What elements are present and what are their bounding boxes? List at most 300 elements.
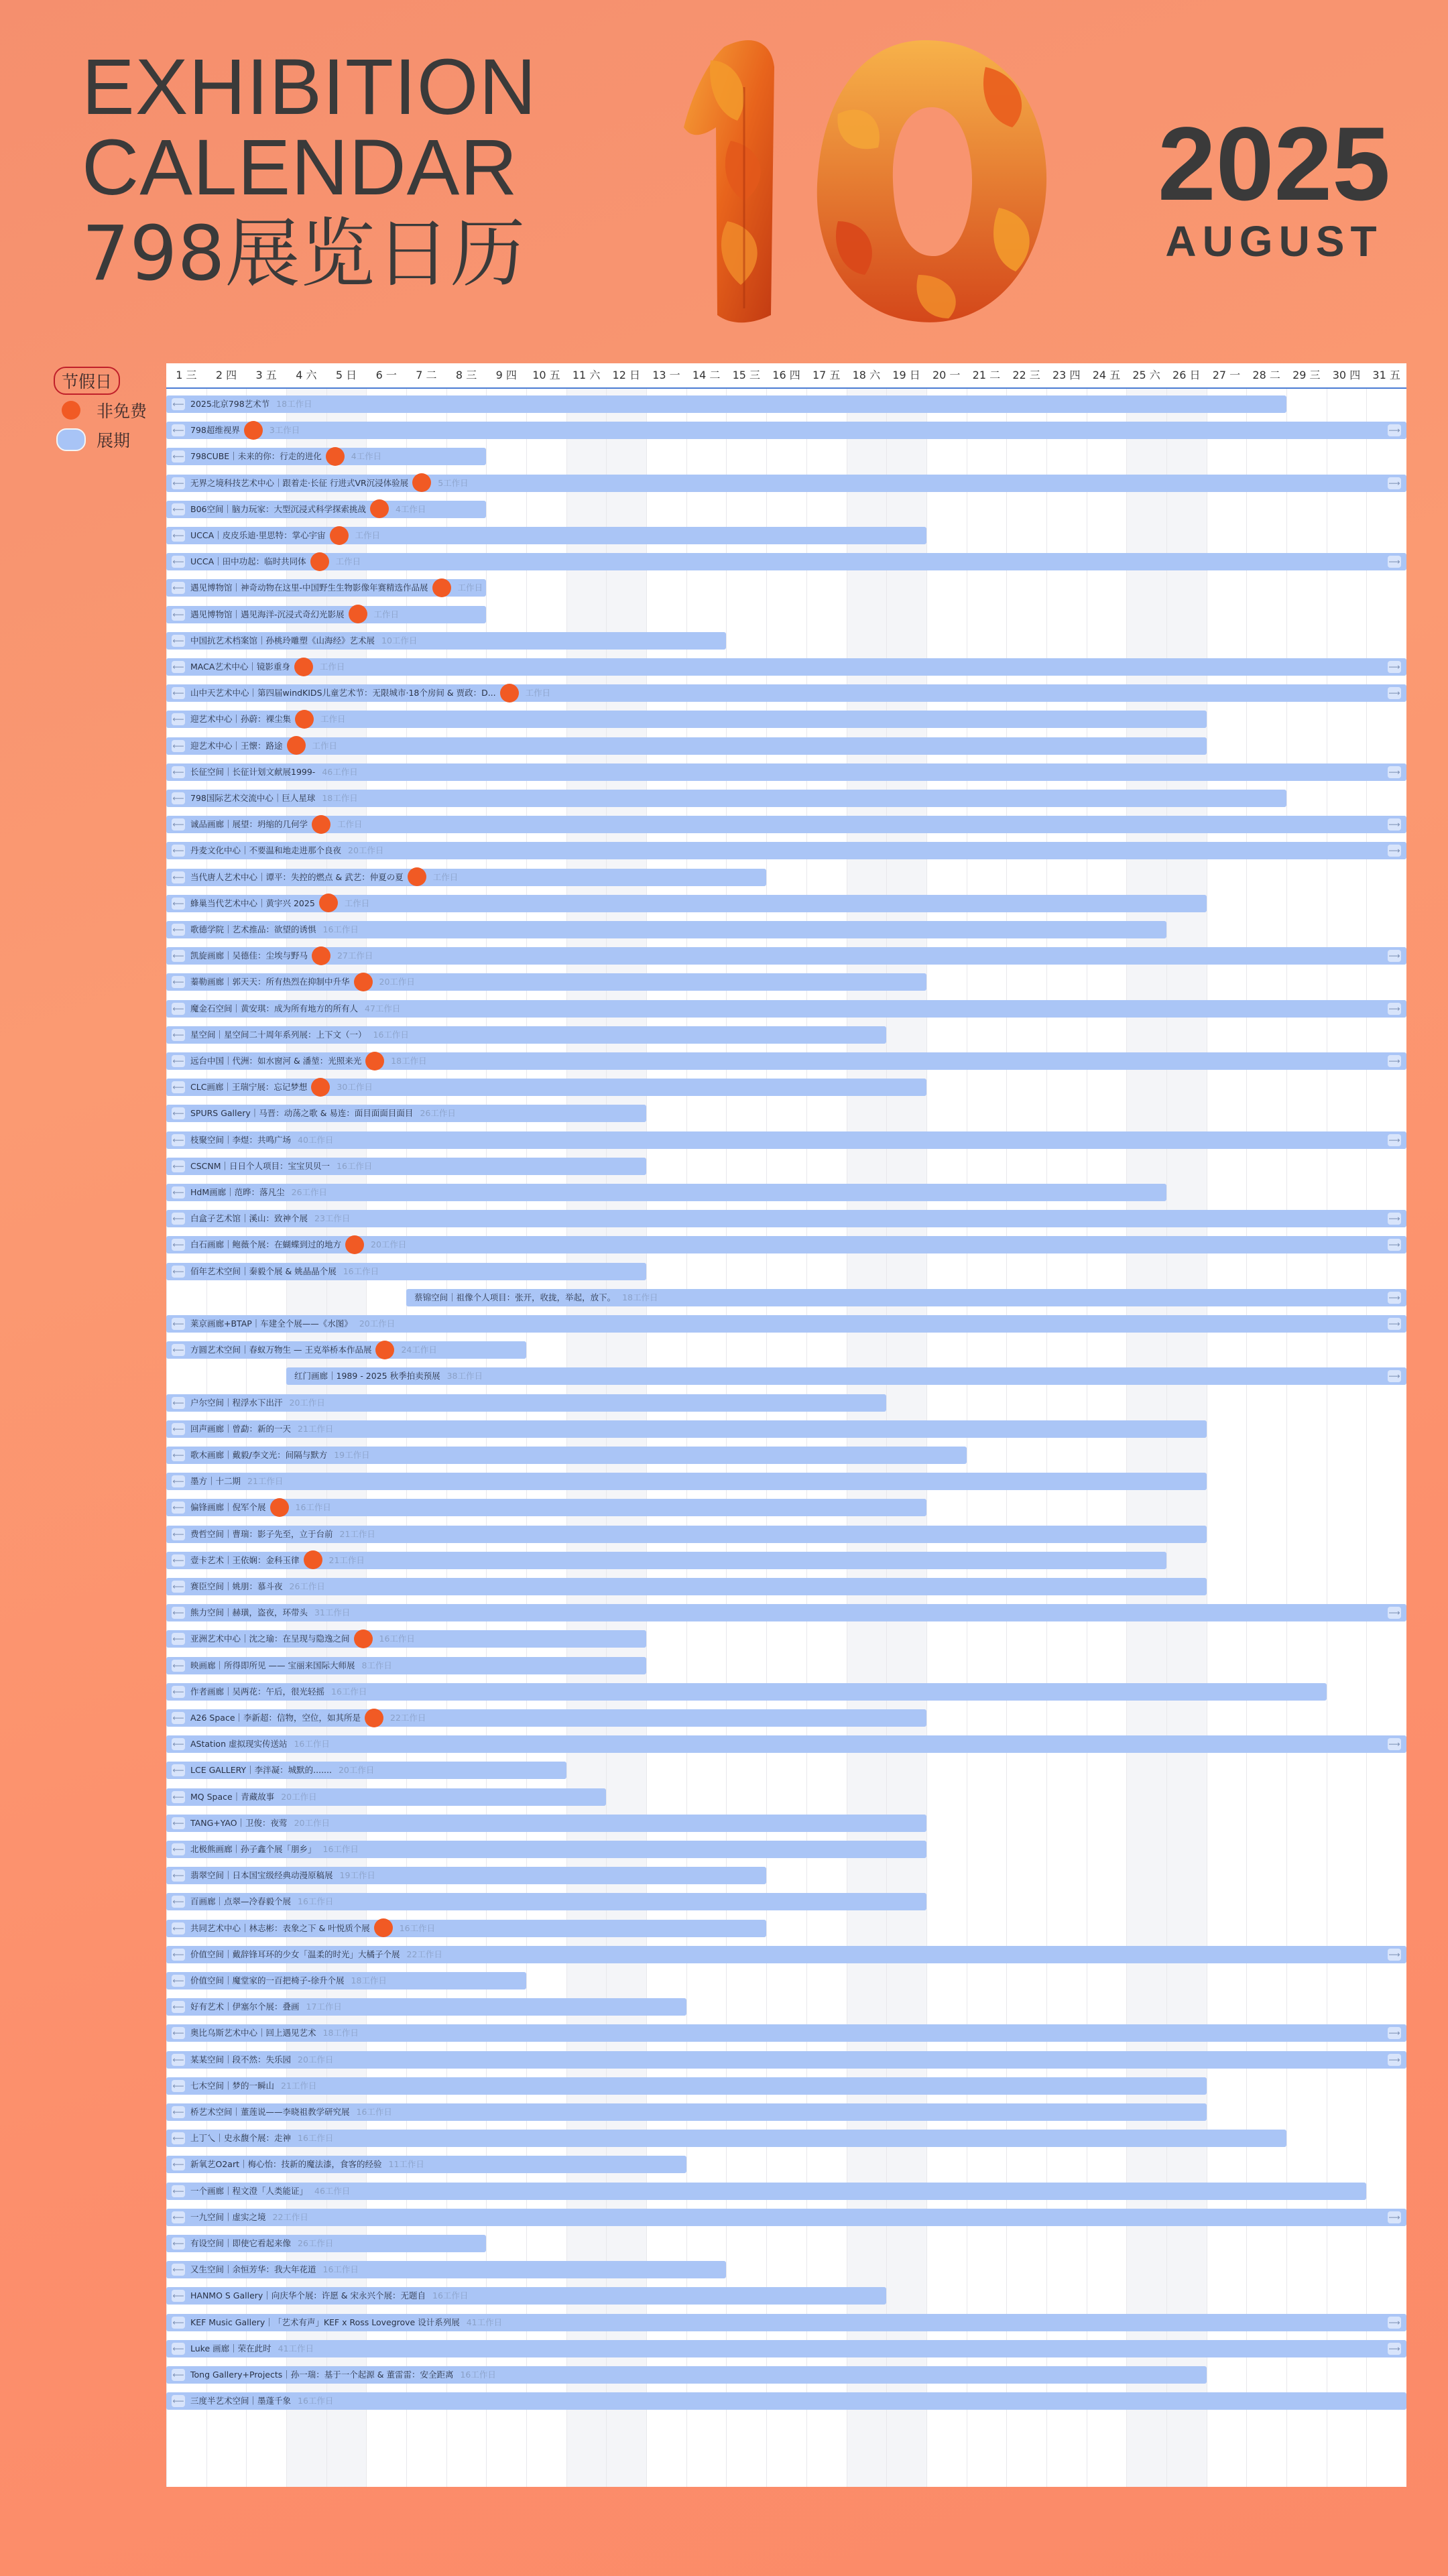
continues-left-icon: ⟵ (172, 635, 184, 646)
exhibition-name: 亚洲艺术中心｜沈之瑜：在呈现与隐逸之间 (190, 1634, 350, 1644)
exhibition-label (190, 422, 300, 439)
continues-left-icon: ⟵ (172, 1713, 184, 1723)
continues-right-icon: ⟶ (1388, 820, 1400, 830)
exhibition-label (190, 1131, 333, 1149)
exhibition-bar[interactable] (166, 2051, 1406, 2069)
exhibition-days: 40工作日 (298, 1134, 334, 1145)
exhibition-days: 16工作日 (294, 1739, 330, 1750)
exhibition-days: 47工作日 (365, 1003, 401, 1014)
exhibition-label (190, 711, 346, 728)
exhibition-days: 4工作日 (351, 451, 382, 462)
exhibition-days: 5工作日 (438, 477, 469, 488)
exhibition-days: 22工作日 (272, 2211, 308, 2222)
continues-left-icon: ⟵ (172, 1451, 184, 1460)
nonfree-dot-icon (374, 1918, 393, 1937)
exhibition-days: 19工作日 (339, 1870, 375, 1881)
exhibition-days: 21工作日 (281, 2080, 317, 2091)
exhibition-label (190, 1657, 392, 1674)
exhibition-name: CSCNM｜日日个人项目：宝宝贝贝一 (190, 1160, 330, 1171)
exhibition-days: 26工作日 (298, 2238, 334, 2248)
continues-left-icon: ⟵ (172, 531, 184, 540)
nonfree-dot-icon (365, 1052, 384, 1070)
continues-left-icon: ⟵ (172, 2160, 184, 2170)
exhibition-name: 凯旋画廊｜吴德佳：尘埃与野马 (190, 950, 308, 961)
exhibition-label (190, 2130, 333, 2147)
exhibition-name: 新氧艺O2art｜梅心怡：技新的魔法漆，食客的经验 (190, 2159, 382, 2170)
exhibition-name: 百画廊｜点翠—冷春毅个展 (190, 1896, 292, 1907)
exhibition-name: 红门画廊｜1989 - 2025 秋季拍卖预展 (294, 1371, 440, 1382)
continues-left-icon: ⟵ (172, 872, 184, 882)
exhibition-name: 桥艺术空间｜董莲说——李晓祖教学研究展 (190, 2107, 350, 2117)
exhibition-days: 16工作日 (343, 1266, 379, 1276)
nonfree-dot-icon (270, 1498, 289, 1517)
exhibition-label (190, 579, 483, 597)
nonfree-dot-icon (412, 473, 431, 492)
continues-left-icon: ⟵ (172, 2265, 184, 2275)
exhibition-days: 16工作日 (331, 1686, 367, 1697)
day-header: 19 日 (886, 363, 926, 389)
day-header: 24 五 (1087, 363, 1127, 389)
exhibition-label (190, 1184, 327, 1201)
continues-left-icon: ⟵ (172, 1634, 184, 1644)
continues-left-icon: ⟵ (172, 1923, 184, 1933)
exhibition-days: 20工作日 (379, 977, 415, 987)
exhibition-days: 20工作日 (298, 2054, 334, 2065)
continues-right-icon: ⟶ (1388, 1739, 1400, 1750)
exhibition-days: 46工作日 (314, 2185, 351, 2196)
continues-right-icon: ⟶ (1388, 1949, 1400, 1959)
exhibition-label (190, 1394, 325, 1412)
continues-left-icon: ⟵ (172, 688, 184, 698)
exhibition-bar[interactable] (166, 2077, 1207, 2095)
day-header: 13 一 (646, 363, 686, 389)
day-header: 7 二 (406, 363, 446, 389)
exhibition-label (190, 1236, 406, 1253)
exhibition-days: 21工作日 (339, 1528, 375, 1539)
day-header: 17 五 (806, 363, 847, 389)
continues-left-icon: ⟵ (172, 1555, 184, 1565)
exhibition-name: 无界之境科技艺术中心｜跟着走·长征 行进式VR沉浸体验展 (190, 477, 409, 488)
exhibition-label (190, 737, 337, 755)
day-header: 11 六 (566, 363, 607, 389)
nonfree-dot-icon (345, 1235, 364, 1254)
continues-right-icon: ⟶ (1388, 2212, 1400, 2222)
exhibition-name: 长征空间｜长征计划文献展1999- (190, 766, 316, 777)
exhibition-label (190, 1867, 375, 1884)
continues-right-icon: ⟶ (1388, 478, 1400, 488)
continues-left-icon: ⟵ (172, 1818, 184, 1828)
day-header: 9 四 (486, 363, 526, 389)
exhibition-days: 8工作日 (361, 1660, 392, 1670)
exhibition-name: 迎艺术中心｜孙蔚：裸尘集 (190, 714, 292, 725)
exhibition-bar[interactable] (166, 658, 1406, 676)
continues-right-icon: ⟶ (1388, 1003, 1400, 1014)
nonfree-label: 非免费 (97, 402, 147, 421)
continues-left-icon: ⟵ (172, 1976, 184, 1985)
exhibition-days: 17工作日 (306, 2002, 342, 2012)
exhibition-label (190, 1420, 333, 1438)
legend (54, 366, 147, 454)
continues-left-icon: ⟵ (172, 2081, 184, 2091)
exhibition-name: 魔金石空间｜黄安琪：成为所有地方的所有人 (190, 1003, 359, 1014)
day-header: 16 四 (766, 363, 806, 389)
continues-left-icon: ⟵ (172, 1766, 184, 1776)
exhibition-days: 30工作日 (337, 1082, 373, 1093)
exhibition-label (190, 1604, 350, 1621)
exhibition-days: 工作日 (319, 662, 345, 672)
day-column (1246, 363, 1286, 2487)
exhibition-label (190, 869, 458, 886)
exhibition-label (190, 1972, 387, 1989)
exhibition-bar[interactable] (166, 422, 1406, 439)
continues-left-icon: ⟵ (172, 846, 184, 856)
exhibition-label (190, 895, 369, 912)
exhibition-days: 16工作日 (432, 2290, 469, 2301)
exhibition-days: 16工作日 (298, 1896, 334, 1907)
exhibition-label (190, 684, 550, 702)
continues-left-icon: ⟵ (172, 1477, 184, 1487)
exhibition-label (190, 1630, 415, 1648)
legend-period (54, 425, 147, 454)
exhibition-days: 20工作日 (281, 1791, 317, 1802)
period-bar-icon (56, 428, 86, 451)
exhibition-days: 16工作日 (373, 1029, 409, 1040)
exhibition-name: 上丁乀｜史永馥个展：走神 (190, 2133, 292, 2144)
exhibition-bar[interactable] (166, 1735, 1406, 1753)
nonfree-dot-icon (354, 1630, 373, 1648)
continues-left-icon: ⟵ (172, 1398, 184, 1408)
continues-left-icon: ⟵ (172, 715, 184, 725)
exhibition-name: 价值空间｜戴辞锋耳环的少女「温柔的时光」大橘子个展 (190, 1949, 400, 1959)
exhibition-name: 蜂巢当代艺术中心｜黄宇兴 2025 (190, 898, 315, 908)
calendar-panel (166, 363, 1406, 2487)
exhibition-days: 22工作日 (390, 1713, 426, 1723)
continues-right-icon: ⟶ (1388, 951, 1400, 961)
day-column (1207, 363, 1247, 2487)
exhibition-name: UCCA｜皮皮乐迪·里思特：掌心宇宙 (190, 530, 326, 540)
exhibition-name: 费哲空间｜曹瑞：影子先至，立于台前 (190, 1528, 333, 1539)
exhibition-days: 26工作日 (291, 1187, 328, 1197)
exhibition-days: 21工作日 (298, 1423, 334, 1434)
continues-left-icon: ⟵ (172, 1660, 184, 1670)
exhibition-label (190, 1578, 325, 1595)
continues-left-icon: ⟵ (172, 2028, 184, 2038)
day-header: 27 一 (1207, 363, 1247, 389)
exhibition-days: 38工作日 (446, 1371, 483, 1382)
exhibition-days: 16工作日 (460, 2370, 496, 2380)
exhibition-bar[interactable] (166, 1210, 1406, 1227)
continues-left-icon: ⟵ (172, 1161, 184, 1171)
exhibition-days: 21工作日 (247, 1476, 284, 1487)
page-title (82, 43, 537, 298)
exhibition-name: MACA艺术中心｜镜影重身 (190, 662, 290, 672)
day-header: 26 日 (1166, 363, 1207, 389)
day-header: 6 一 (366, 363, 406, 389)
exhibition-days: 46工作日 (322, 766, 358, 777)
exhibition-name: 偏锋画廊｜倪军个展 (190, 1502, 266, 1513)
day-header: 2 四 (206, 363, 247, 389)
nonfree-dot-icon (500, 684, 519, 702)
exhibition-bar[interactable] (166, 1604, 1406, 1621)
continues-left-icon: ⟵ (172, 1056, 184, 1066)
exhibition-days: 20工作日 (338, 1765, 375, 1776)
continues-left-icon: ⟵ (172, 452, 184, 462)
continues-left-icon: ⟵ (172, 1845, 184, 1854)
exhibition-days: 18工作日 (322, 793, 358, 803)
continues-left-icon: ⟵ (172, 1949, 184, 1959)
continues-left-icon: ⟵ (172, 898, 184, 908)
day-header: 12 日 (606, 363, 646, 389)
continues-left-icon: ⟵ (172, 1240, 184, 1250)
day-header: 20 一 (926, 363, 967, 389)
continues-left-icon: ⟵ (172, 2134, 184, 2144)
nonfree-dot-icon (365, 1709, 383, 1727)
exhibition-days: 41工作日 (466, 2317, 503, 2327)
exhibition-name: 山中天艺术中心｜第四届windKIDS儿童艺术节：无限城市·18个房间 & 贾政：D... (190, 688, 496, 698)
exhibition-name: 中国抗艺术档案馆｜孙桃玲雕塑《山海经》艺术展 (190, 635, 375, 646)
exhibition-name: 又生空间｜余恒芳华：我大年花道 (190, 2264, 316, 2275)
continues-left-icon: ⟵ (172, 1109, 184, 1119)
exhibition-name: MQ Space｜青藏故事 (190, 1791, 275, 1802)
title-line-3: 798展览日历 (82, 210, 526, 298)
exhibition-name: 798CUBE｜未来的你：行走的进化 (190, 451, 322, 462)
continues-left-icon: ⟵ (172, 2370, 184, 2380)
exhibition-days: 20工作日 (359, 1318, 396, 1329)
period-label: 展期 (97, 431, 131, 450)
exhibition-label (190, 1210, 350, 1227)
exhibition-days: 工作日 (525, 688, 551, 698)
exhibition-name: 方圆艺术空间｜春蚁万物生 — 王克举桥本作品展 (190, 1345, 372, 1355)
exhibition-label (190, 632, 417, 650)
day-header: 18 六 (847, 363, 887, 389)
continues-right-icon: ⟶ (1388, 1292, 1400, 1302)
exhibition-label (190, 1709, 426, 1727)
continues-left-icon: ⟵ (172, 1897, 184, 1907)
legend-holiday (54, 366, 147, 395)
exhibition-label (190, 2340, 314, 2357)
exhibition-label (190, 973, 415, 991)
exhibition-name: 翡翠空间｜日本国宝级经典动漫原稿展 (190, 1870, 333, 1881)
continues-left-icon: ⟵ (172, 2107, 184, 2117)
exhibition-label (190, 1158, 372, 1175)
continues-left-icon: ⟵ (172, 557, 184, 567)
nonfree-dot-icon (375, 1341, 394, 1359)
continues-left-icon: ⟵ (172, 2054, 184, 2065)
continues-left-icon: ⟵ (172, 1135, 184, 1145)
exhibition-name: 798超维视界 (190, 425, 240, 436)
exhibition-label (190, 395, 312, 413)
day-header: 29 三 (1286, 363, 1327, 389)
exhibition-name: 奥比乌斯艺术中心｜回上遇见艺术 (190, 2028, 316, 2038)
exhibition-name: 回声画廊｜曾勐：新的一天 (190, 1423, 292, 1434)
continues-left-icon: ⟵ (172, 426, 184, 436)
exhibition-label (190, 2156, 424, 2173)
continues-left-icon: ⟵ (172, 1345, 184, 1355)
exhibition-name: 迎艺术中心｜王懐：路途 (190, 740, 283, 751)
day-header: 8 三 (446, 363, 487, 389)
exhibition-name: 墨方｜十二期 (190, 1476, 241, 1487)
exhibition-days: 工作日 (337, 819, 363, 830)
day-header: 1 三 (166, 363, 206, 389)
continues-left-icon: ⟵ (172, 1792, 184, 1802)
exhibition-days: 27工作日 (337, 950, 373, 961)
exhibition-bar[interactable] (166, 1473, 1207, 1490)
exhibition-label (190, 763, 358, 781)
exhibition-name: Luke 画廊｜荣在此时 (190, 2343, 272, 2353)
exhibition-label (190, 2314, 502, 2331)
continues-right-icon: ⟶ (1388, 662, 1400, 672)
exhibition-name: 户尔空间｜程浮水下出汗 (190, 1397, 283, 1408)
exhibition-label (190, 947, 373, 965)
exhibition-days: 16工作日 (337, 1160, 373, 1171)
continues-right-icon: ⟶ (1388, 1319, 1400, 1329)
exhibition-name: 作者画廊｜吴两花：午后，很光轻摇 (190, 1686, 325, 1697)
exhibition-label (190, 658, 345, 676)
exhibition-label (190, 448, 381, 465)
day-header: 15 三 (726, 363, 766, 389)
nonfree-dot-icon (326, 447, 345, 466)
continues-right-icon: ⟶ (1388, 1135, 1400, 1145)
exhibition-name: TANG+YAO｜卫俊：夜莺 (190, 1817, 288, 1828)
exhibition-days: 18工作日 (391, 1056, 427, 1066)
nonfree-dot-icon (370, 499, 389, 518)
day-header: 3 五 (246, 363, 286, 389)
exhibition-name: 好有艺术｜伊塞尔个展：叠画 (190, 2002, 300, 2012)
exhibition-name: 远台中国｜代洲：如水窗河 & 潘堃：光照来光 (190, 1056, 362, 1066)
continues-left-icon: ⟵ (172, 1582, 184, 1591)
exhibition-days: 工作日 (312, 740, 338, 751)
nonfree-dot-icon (354, 973, 373, 991)
exhibition-days: 16工作日 (399, 1922, 436, 1933)
exhibition-label (190, 2024, 359, 2042)
exhibition-days: 18工作日 (622, 1292, 658, 1302)
exhibition-bar[interactable] (166, 1131, 1406, 1149)
exhibition-bar[interactable] (166, 395, 1286, 413)
exhibition-days: 16工作日 (379, 1634, 415, 1644)
exhibition-days: 21工作日 (328, 1554, 365, 1565)
nonfree-dot-icon (408, 867, 426, 886)
exhibition-days: 16工作日 (322, 2264, 359, 2275)
exhibition-label (190, 475, 469, 492)
continues-left-icon: ⟵ (172, 1424, 184, 1434)
continues-left-icon: ⟵ (172, 1503, 184, 1513)
exhibition-name: UCCA｜田中功起：临时共同体 (190, 556, 306, 567)
exhibition-name: Tong Gallery+Projects｜孙一瑞：基于一个起源 & 董雷雷：安全距离 (190, 2370, 454, 2380)
exhibition-name: 遇见博物馆｜神奇动物在这里-中国野生生物影像年赛精选作品展 (190, 582, 428, 593)
exhibition-name: 一九空间｜虚实之境 (190, 2211, 266, 2222)
exhibition-label (190, 1263, 379, 1280)
continues-left-icon: ⟵ (172, 820, 184, 830)
continues-left-icon: ⟵ (172, 925, 184, 934)
continues-left-icon: ⟵ (172, 1319, 184, 1329)
exhibition-days: 26工作日 (289, 1581, 325, 1591)
exhibition-name: 诚品画廊｜展望：坍缩的几何学 (190, 819, 308, 830)
digit-one-leaves (684, 40, 774, 322)
exhibition-name: 白石画廊｜鲍薇个展：在蝴蝶到过的地方 (190, 1239, 342, 1250)
exhibition-label (190, 2209, 308, 2226)
day-header: 22 三 (1006, 363, 1046, 389)
exhibition-bar[interactable] (166, 2130, 1286, 2147)
nonfree-dot-icon (311, 1078, 330, 1097)
exhibition-bar[interactable] (166, 2392, 1406, 2410)
exhibition-label (190, 1105, 456, 1122)
exhibition-bar[interactable] (166, 2340, 1406, 2357)
nonfree-dot-icon (294, 658, 313, 676)
day-column (1366, 363, 1406, 2487)
nonfree-dot-icon (330, 526, 349, 545)
exhibition-label (190, 1079, 373, 1096)
continues-right-icon: ⟶ (1388, 426, 1400, 436)
day-header: 31 五 (1366, 363, 1406, 389)
continues-right-icon: ⟶ (1388, 2317, 1400, 2327)
exhibition-bar[interactable] (166, 2209, 1406, 2226)
exhibition-name: 遇见博物馆｜遇见海洋-沉浸式奇幻光影展 (190, 609, 345, 619)
continues-left-icon: ⟵ (172, 2002, 184, 2012)
day-header: 30 四 (1327, 363, 1367, 389)
exhibition-name: 熊力空间｜赫璜，盗夜，环带头 (190, 1607, 308, 1618)
exhibition-label (190, 1052, 427, 1070)
exhibition-label (190, 1552, 365, 1569)
holiday-label: 节假日 (54, 367, 120, 395)
exhibition-days: 24工作日 (401, 1345, 437, 1355)
continues-left-icon: ⟵ (172, 951, 184, 961)
exhibition-label (294, 1367, 483, 1385)
exhibition-days: 26工作日 (420, 1108, 456, 1119)
exhibition-name: 一个画廊｜程文澄「人类能证」 (190, 2185, 308, 2196)
exhibition-label (190, 1946, 442, 1963)
day-header: 23 四 (1046, 363, 1087, 389)
exhibition-name: 北极熊画廊｜孙子鑫个展「朋乡」 (190, 1844, 316, 1854)
exhibition-label (190, 1815, 330, 1832)
day-header: 21 二 (967, 363, 1007, 389)
exhibition-label (190, 1473, 283, 1490)
exhibition-label (190, 2051, 333, 2069)
exhibition-label (190, 1998, 342, 2016)
exhibition-days: 20工作日 (294, 1817, 330, 1828)
nonfree-dot-icon (349, 605, 367, 623)
exhibition-label (190, 1893, 333, 1910)
continues-left-icon: ⟵ (172, 1030, 184, 1040)
exhibition-name: 某某空间｜段不然：失乐园 (190, 2054, 292, 2065)
exhibition-name: HANMO S Gallery｜向庆华个展：许愿 & 宋永兴个展：无题自 (190, 2290, 426, 2301)
continues-left-icon: ⟵ (172, 504, 184, 514)
month-label: AUGUST (1165, 217, 1383, 265)
day-header: 4 六 (286, 363, 326, 389)
exhibition-label (190, 1841, 359, 1858)
date-block (1157, 106, 1390, 265)
exhibition-days: 10工作日 (381, 635, 418, 646)
continues-right-icon: ⟶ (1388, 1608, 1400, 1618)
continues-left-icon: ⟵ (172, 977, 184, 987)
exhibition-days: 16工作日 (298, 2396, 334, 2406)
continues-left-icon: ⟵ (172, 1266, 184, 1276)
continues-left-icon: ⟵ (172, 1529, 184, 1539)
exhibition-name: 枝聚空间｜李煜：共鸣广场 (190, 1134, 292, 1145)
exhibition-label (190, 921, 359, 938)
exhibition-days: 11工作日 (388, 2159, 424, 2170)
continues-right-icon: ⟶ (1388, 1214, 1400, 1224)
autumn-leaves-10-illustration (637, 20, 1073, 335)
exhibition-label (190, 2183, 350, 2200)
exhibition-name: B06空间｜脑力玩家：大型沉浸式科学探索挑战 (190, 503, 366, 514)
continues-left-icon: ⟵ (172, 1214, 184, 1224)
exhibition-name: LCE GALLERY｜李泮凝：城默的....... (190, 1765, 332, 1776)
exhibition-label (190, 527, 380, 544)
exhibition-label (190, 1026, 409, 1044)
exhibition-name: 2025北京798艺术节 (190, 399, 270, 409)
continues-right-icon: ⟶ (1388, 2343, 1400, 2353)
exhibition-label (190, 1920, 435, 1937)
